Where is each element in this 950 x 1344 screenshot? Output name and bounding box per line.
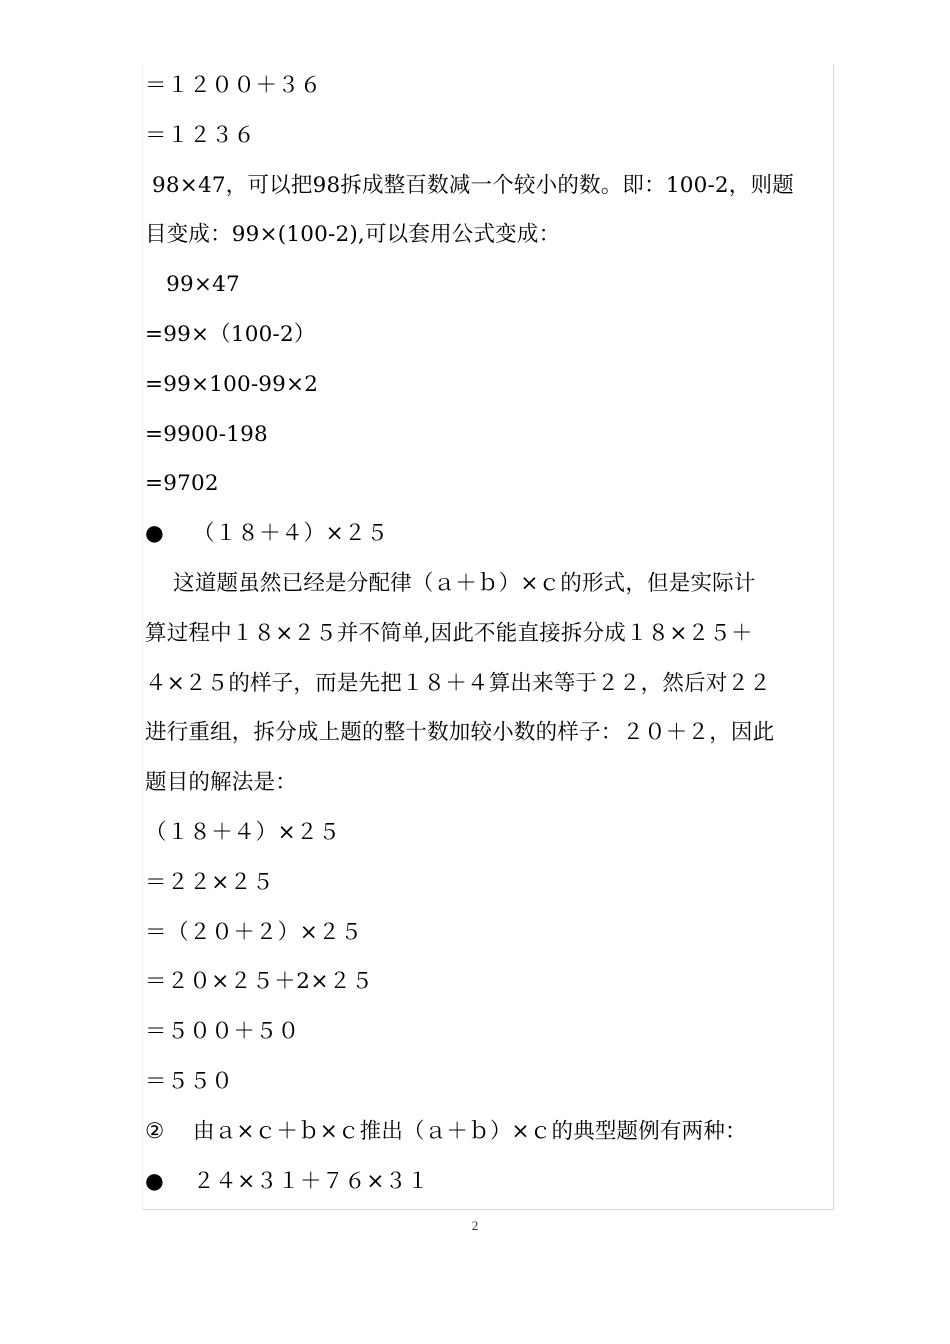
text-line: ４×２５的样子，而是先把１８＋４算出来等于２２，然后对２２: [145, 670, 771, 696]
text-line: 算过程中１８×２５并不简单,因此不能直接拆分成１８×２５＋: [145, 620, 753, 646]
bullet-icon: ●: [145, 1168, 165, 1194]
text-line: ＝５５０: [145, 1068, 234, 1094]
text-line: （１８＋４）×２５: [145, 819, 341, 845]
document-body: [145, 61, 835, 1206]
text-line: =99×（100-2）: [145, 321, 316, 347]
text-line: ＝２０×２５＋2×２５: [145, 969, 374, 995]
text-line: =99×100-99×2: [145, 371, 319, 397]
text-line: =9702: [145, 471, 219, 497]
text-line: ＝１２３６: [145, 122, 256, 148]
text-line: 这道题虽然已经是分配律（ａ＋ｂ）×ｃ的形式，但是实际计: [145, 570, 756, 596]
text-line: 目变成：99×(100-2),可以套用公式变成：: [145, 222, 561, 248]
page-number: 2: [471, 1218, 479, 1233]
numbered-item: [145, 1107, 835, 1157]
text-line: 题目的解法是：: [145, 770, 297, 796]
text-line: ＝１２００＋３６: [145, 73, 322, 98]
text-line: 99×47: [145, 272, 240, 298]
text-line: ＝５００＋５０: [145, 1019, 300, 1045]
text-line: =9900-198: [145, 421, 268, 447]
bullet-item: [145, 509, 835, 559]
text-line: ＝（２０＋２）×２５: [145, 919, 363, 945]
bullet-text: （１８＋４）×２５: [193, 521, 389, 547]
bullet-icon: ●: [145, 521, 165, 547]
numbered-text: 由ａ×ｃ＋ｂ×ｃ推出（ａ＋ｂ）×ｃ的典型题例有两种：: [193, 1118, 747, 1144]
bullet-text: ２４×３１＋７６×３１: [193, 1168, 430, 1194]
text-line: 98×47，可以把98拆成整百数减一个较小的数。即：100-2，则题: [145, 172, 794, 198]
bullet-item: [145, 1157, 835, 1207]
text-line: 进行重组，拆分成上题的整十数加较小数的样子：２０＋２，因此: [145, 720, 775, 746]
circled-two-icon: ②: [145, 1118, 165, 1144]
text-line: ＝２２×２５: [145, 869, 275, 895]
